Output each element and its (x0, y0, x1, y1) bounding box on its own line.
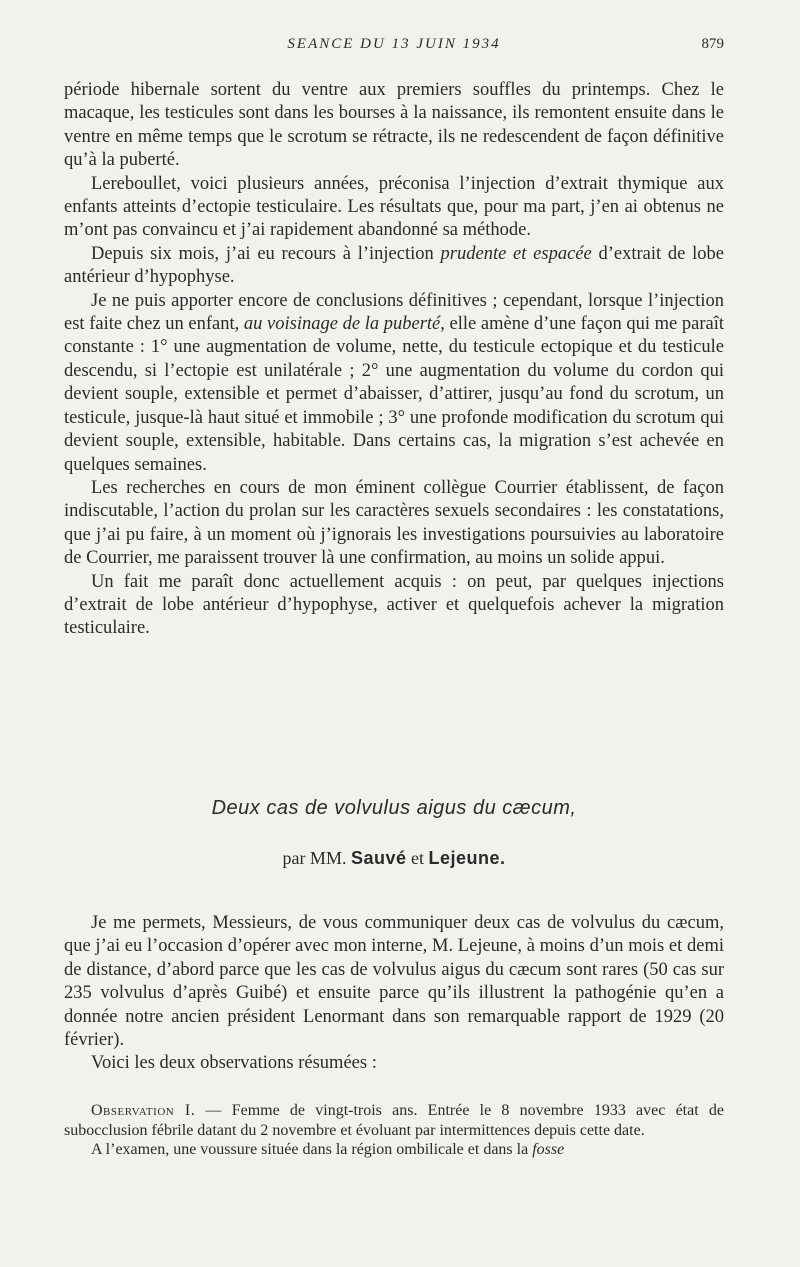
article-authors (64, 848, 724, 869)
emphasis-text: au voisinage de la puberté (243, 314, 441, 335)
author-sauve: Sauvé (350, 848, 407, 868)
observation-block (64, 1101, 724, 1160)
article-body (64, 912, 724, 1076)
observation-one (64, 1101, 724, 1140)
running-header (64, 36, 724, 60)
paragraph-continued: période hibernale sortent du ventre aux premiers souffles du printemps. Chez le macaque, les testicules sont dans les bourses à la naissance, ils remontent ensuite dans le ventre en même temps que le scrotum se rétracte, ils ne redescendent de façon définitive qu’à la puberté. (64, 80, 724, 171)
paragraph-text: A l’examen, une voussure située dans la région ombilicale et dans la (91, 1141, 533, 1158)
section-previous-discussion (64, 79, 724, 641)
paragraph-text: Je ne puis apporter encore de conclusions définitives ; cependant, lorsque l’injection est faite chez un enfant, (64, 290, 724, 335)
paragraph-text: Depuis six mois, j’ai eu recours à l’injection (91, 243, 441, 264)
observation-label: Observation I. (91, 1102, 196, 1119)
emphasis-text: prudente et espacée (440, 243, 592, 264)
paragraph-lereboullet: Lereboullet, voici plusieurs années, préconisa l’injection d’extrait thymique aux enfants atteints d’ectopie testiculaire. Les résultats que, pour ma part, j’en ai obtenus ne m’ont pas convaincu et j’ai rapidement abandonné sa méthode. (64, 173, 724, 241)
article-title: Deux cas de volvulus aigus du cæcum, (211, 797, 577, 819)
running-title: SEANCE DU 13 JUIN 1934 (287, 36, 501, 52)
paragraph-courrier: Les recherches en cours de mon éminent collègue Courrier établissent, de façon indiscutable, l’action du prolan sur les caractères sexuels secondaires : les constatations, que j’ai pu faire, à un moment où j’ignorais les investigations poursuivies au laboratoire de Courrier, me paraissent trouver là une confirmation, au moins un solide appui. (64, 477, 724, 569)
authors-prefix: par MM. (282, 848, 347, 868)
observation-text: — Femme de vingt-trois ans. Entrée le 8 novembre 1933 avec état de subocclusion fébrile datant du 2 novembre et évoluant par intermittences depuis cette date. (64, 1102, 724, 1139)
paragraph-text: , elle amène d’une façon qui me paraît constante : 1° une augmentation de volume, nette, du testicule ectopique et du testicule descendu, si l’ectopie est unilatérale ; 2° une augmentation du volume du cordon qui devient souple, extensible et permet d’abaisser, d’attirer, jusqu’au fond du scrotum, un testicule, jusque-là haut situé et immobile ; 3° une profonde modification du scrotum qui devient souple, extensible, habitable. Dans certains cas, la migration s’est achevée en quelques semaines. (64, 314, 724, 475)
author-lejeune: Lejeune. (428, 848, 506, 868)
paragraph-introduction: Je me permets, Messieurs, de vous communiquer deux cas de volvulus du cæcum, que j’ai eu l’occasion d’opérer avec mon interne, M. Lejeune, à moins d’un mois et demi de distance, d’abord parce que les cas de volvulus aigus du cæcum sont rares (50 cas sur 235 volvulus d’après Guibé) et ensuite parce qu’ils illustrent la pathogénie qu’en a donnée notre ancien président Lenormant dans son remarquable rapport de 1929 (20 février). (64, 913, 724, 1051)
authors-conjunction: et (411, 848, 424, 868)
emphasis-text: fosse (532, 1141, 565, 1158)
paragraph-conclusions (64, 290, 724, 477)
paragraph-depuis-six-mois (64, 243, 724, 290)
paragraph-conclusion: Un fait me paraît donc actuellement acquis : on peut, par quelques injections d’extrait de lobe antérieur d’hypophyse, activer et quelquefois achever la migration testiculaire. (64, 571, 724, 639)
paragraph-examen (64, 1140, 724, 1160)
page-number: 879 (701, 36, 724, 52)
paragraph-observations-intro: Voici les deux observations résumées : (91, 1053, 377, 1074)
paragraph-text: d’extrait de lobe antérieur d’hypophyse. (64, 243, 724, 288)
